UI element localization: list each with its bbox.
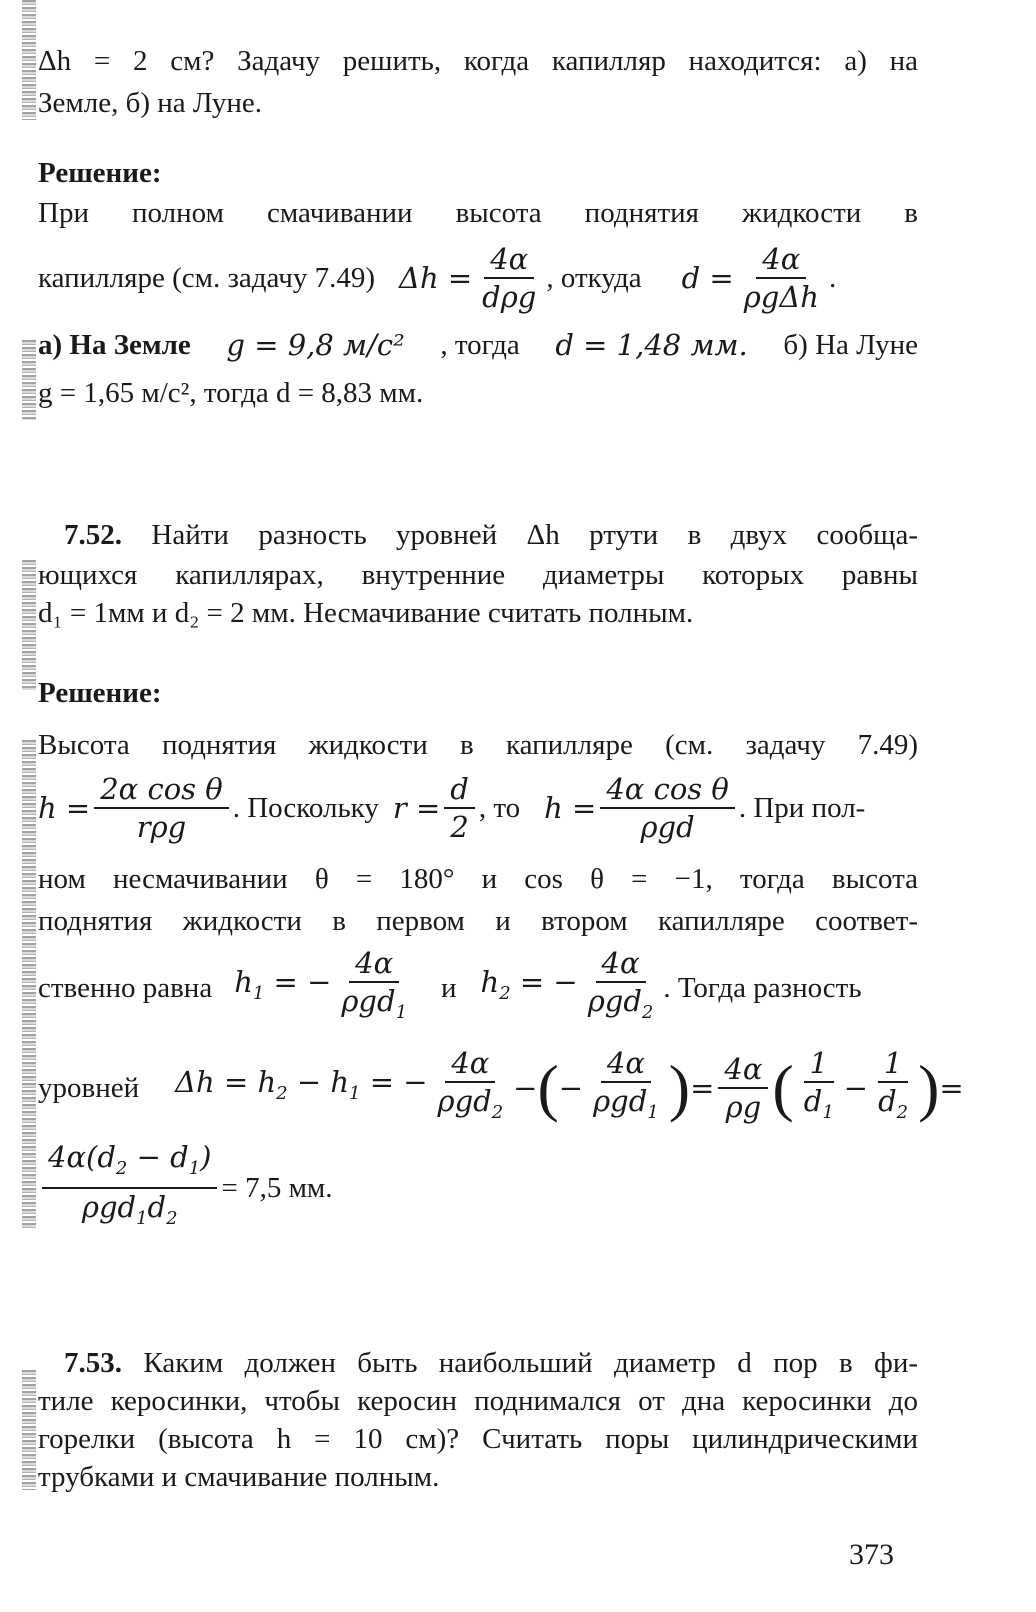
- formula-h1: $\frac{4\alpha}{\rho gd_1}$: [341, 946, 408, 1023]
- solution-1-then: , тогда: [440, 329, 520, 361]
- scan-edge-artifact: [22, 0, 36, 120]
- h1-symbol: $h_1$ = −: [234, 965, 332, 1004]
- intro-line-2: Земле, б) на Луне.: [38, 87, 262, 119]
- earth-g-value: g = 9,8 м/с²: [226, 328, 405, 362]
- solution-1-line-2-mid: , откуда: [546, 262, 642, 294]
- solution-2-line-5-start: ственно равна: [38, 972, 213, 1004]
- scan-edge-artifact: [22, 1370, 36, 1490]
- solution-2-then: , то: [478, 792, 521, 824]
- solution-2-line-5-end: . Тогда разность: [663, 972, 862, 1004]
- solution-1-line-3: [38, 328, 918, 362]
- solution-2-since: . Поскольку: [232, 792, 379, 824]
- formula-d: $\frac{4\alpha}{\text{ρgΔh}}$: [743, 242, 819, 314]
- solution-1-line-1: При полном смачивании высота поднятия жидкости в: [38, 197, 918, 229]
- earth-d-value: d = 1,48 мм.: [555, 328, 748, 362]
- solution-2-line-4: поднятия жидкости в первом и втором капилляре соответ-: [38, 905, 918, 937]
- solution-1-line-2-text: капилляре (см. задачу 7.49): [38, 262, 375, 294]
- delta-h-equation: $\Delta h = h_2 - h_1$ = −: [175, 1065, 428, 1104]
- problem-753-number: 7.53.: [64, 1347, 122, 1379]
- solution-2-line-1: Высота поднятия жидкости в капилляре (см. задачу 7.49): [38, 729, 918, 761]
- formula-term-h2: $\frac{4\alpha}{\rho gd_2}$: [437, 1046, 504, 1123]
- formula-h-d: $\frac{\text{4α cos θ}}{\text{ρgd}}$: [600, 773, 735, 843]
- formula-term-h1: $\frac{4\alpha}{\rho gd_1}$: [593, 1046, 659, 1123]
- solution-1-earth-label: а) На Земле: [38, 329, 191, 361]
- formula-h-general: $\frac{\text{2α cos θ}}{\text{rρg}}$: [94, 773, 229, 843]
- problem-752-number: 7.52.: [64, 519, 122, 551]
- solution-2-and: и: [441, 972, 457, 1004]
- problem-752-text-1: Найти разность уровней Δh ртути в двух сообща-: [151, 519, 919, 551]
- solution-2-heading: Решение:: [38, 677, 162, 709]
- h-symbol-2: h =: [544, 791, 597, 825]
- d-symbol: d =: [681, 261, 734, 295]
- solution-2-line-3: ном несмачивании θ = 180° и cos θ = −1, тогда высота: [38, 863, 918, 895]
- solution-2-result: = 7,5 мм.: [221, 1172, 333, 1204]
- solution-2-line-5: [38, 946, 918, 1030]
- solution-1-moon-label: б) На Луне: [783, 329, 918, 361]
- formula-h2: $\frac{4\alpha}{\rho gd_2}$: [587, 946, 654, 1023]
- solution-1-line-4: g = 1,65 м/с², тогда d = 8,83 мм.: [38, 377, 424, 409]
- delta-h-symbol: Δh =: [399, 261, 473, 295]
- solution-1-heading: Решение:: [38, 157, 162, 189]
- solution-2-levels-label: уровней: [38, 1072, 140, 1104]
- r-symbol: r =: [392, 791, 441, 825]
- formula-final: $\frac{4\alpha(d_2 - d_1)}{\rho gd_1d_2}$: [42, 1141, 217, 1235]
- problem-753-text-1: Каким должен быть наибольший диаметр d пор в фи-: [143, 1347, 919, 1379]
- problem-752-line-3: d₁ = 1мм и d₂ = 2 мм. Несмачивание считать полным.: [38, 597, 694, 629]
- intro-line-1: Δh = 2 см? Задачу решить, когда капилляр находится: а) на: [38, 45, 918, 77]
- solution-2-line-7: [38, 1140, 918, 1230]
- scan-edge-artifact: [22, 740, 36, 1160]
- problem-753-line-4: трубками и смачивание полным.: [38, 1461, 440, 1493]
- formula-inv-d2: $\frac{1}{d_2}$: [878, 1046, 909, 1123]
- scan-edge-artifact: [22, 1160, 36, 1230]
- problem-753-line-1: [38, 1346, 918, 1380]
- problem-753-line-3: горелки (высота h = 10 см)? Считать поры цилиндрическими: [38, 1423, 918, 1455]
- h-symbol: h =: [38, 791, 91, 825]
- formula-delta-h: $\frac{4\alpha}{\text{dρg}}$: [482, 242, 537, 314]
- page-number: 373: [849, 1538, 894, 1571]
- scan-edge-artifact: [22, 560, 36, 690]
- problem-752-line-1: [38, 518, 918, 552]
- problem-752-line-2: ющихся капиллярах, внутренние диаметры которых равны: [38, 559, 918, 591]
- scan-edge-artifact: [22, 340, 36, 420]
- problem-753-line-2: тиле керосинки, чтобы керосин поднимался от дна керосинки до: [38, 1385, 918, 1417]
- formula-inv-d1: $\frac{1}{d_1}$: [803, 1046, 834, 1123]
- solution-1-line-2: капилляре (см. задачу 7.49) Δh = $\frac{4\alpha}{\text{dρg}}$ , откуда d = $\frac{4\alpha}{\text{ρgΔh}}$ .: [38, 242, 837, 314]
- solution-2-line-2-end: . При пол-: [738, 792, 866, 824]
- h2-symbol: $h_2$ = −: [480, 965, 578, 1004]
- solution-2-line-6: уровней $\Delta h = h_2 - h_1$ = − $\frac{4\alpha}{\rho gd_2}$ − ( − $\frac{4\alpha}{\rho gd_1}$ ) = $\frac{4\alpha}{\rho g}$ ( $\frac{1}{d_1}$ − $\frac{1}{d_2}$ ) =: [38, 1040, 918, 1136]
- solution-2-line-2: [38, 768, 918, 848]
- formula-r: $\frac{d}{2}$: [444, 773, 475, 843]
- formula-coefficient: $\frac{4\alpha}{\rho g}$: [718, 1053, 768, 1123]
